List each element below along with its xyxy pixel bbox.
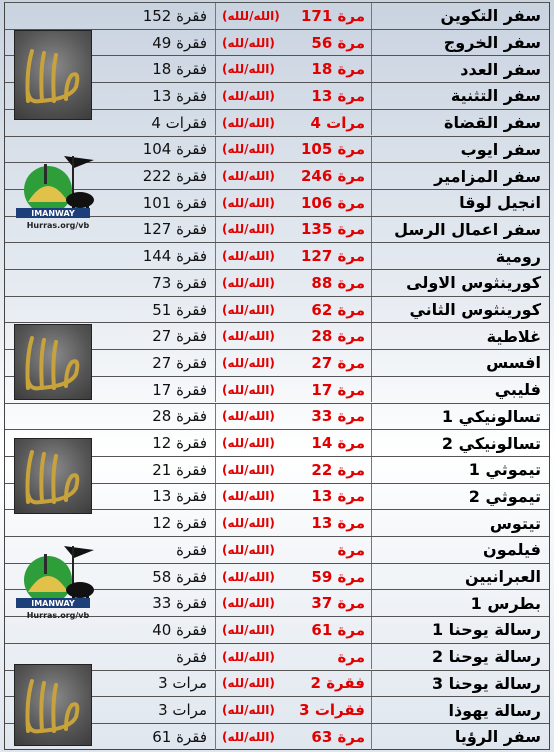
occurrence-count: 246 مرة [300, 167, 365, 186]
book-name-cell: رسالة يوحنا 2 [431, 647, 541, 667]
book-name-cell: تيموثي 2 [468, 486, 541, 506]
allah-label: (الله/لله) [222, 542, 275, 557]
allah-label: (الله/لله) [222, 169, 275, 184]
calligraphy-icon [18, 671, 88, 739]
verse-count-cell: 127 فقرة [142, 220, 207, 239]
verse-count-cell: 222 فقرة [142, 167, 207, 186]
svg-text:IMANWAY: IMANWAY [31, 599, 75, 608]
occurrence-count: 61 مرة [311, 620, 365, 639]
verse-count-cell: 3 مرات [158, 674, 207, 693]
allah-label: (الله/للله) [222, 8, 280, 23]
allah-label: (الله/لله) [222, 382, 275, 397]
verse-count-cell: 27 فقرة [152, 327, 207, 346]
calligraphy-logo [14, 438, 92, 514]
book-name-cell: سفر ايوب [460, 139, 541, 159]
occurrence-count: 28 مرة [311, 327, 365, 346]
book-name-cell: تيتوس [489, 513, 541, 533]
allah-label: (الله/لله) [222, 355, 275, 370]
book-name-cell: انجيل لوقا [459, 193, 541, 213]
verse-count-cell: 12 فقرة [152, 434, 207, 453]
verse-count-cell: 18 فقرة [152, 60, 207, 79]
allah-label: (الله/لله) [222, 649, 275, 664]
table-row [5, 2, 549, 29]
imanway-logo [14, 150, 102, 232]
book-name-cell: سفر التكوين [440, 6, 541, 26]
book-name-cell: سفر المزامير [434, 166, 541, 186]
allah-label: (الله/لله) [222, 596, 275, 611]
occurrence-cell [215, 644, 372, 670]
verse-count-cell: 21 فقرة [152, 460, 207, 479]
occurrence-cell [215, 617, 372, 643]
occurrence-count: 106 مرة [300, 193, 365, 212]
book-name-cell: تسالونيكي 1 [441, 406, 541, 426]
verse-count-cell: 4 فقرات [151, 113, 207, 132]
occurrence-cell [215, 537, 372, 563]
occurrence-count: 4 مرات [310, 113, 365, 132]
book-name-cell: كورينثوس الاولى [406, 273, 541, 293]
allah-label: (الله/لله) [222, 249, 275, 264]
occurrence-cell [215, 270, 372, 296]
mosque-rider-icon [14, 150, 102, 232]
allah-label: (الله/لله) [222, 275, 275, 290]
occurrence-cell [215, 190, 372, 216]
verse-count-cell: فقرة [176, 647, 207, 666]
verse-count-cell: 17 فقرة [152, 380, 207, 399]
occurrence-count: 27 مرة [311, 353, 365, 372]
verse-count-cell: 40 فقرة [152, 620, 207, 639]
occurrence-cell [215, 110, 372, 136]
occurrence-cell [215, 671, 372, 697]
verse-count-cell: 51 فقرة [152, 300, 207, 319]
book-name-cell: كورينثوس الثاني [409, 300, 541, 320]
verse-count-cell: 104 فقرة [142, 140, 207, 159]
allah-label: (الله/لله) [222, 62, 275, 77]
book-name-cell: افسس [486, 353, 541, 373]
verse-count-cell: فقرة [176, 540, 207, 559]
allah-label: (الله/لله) [222, 676, 275, 691]
book-name-cell: سفر القضاة [444, 113, 541, 133]
occurrence-cell [215, 457, 372, 483]
table-row [5, 403, 549, 430]
occurrence-count: 135 مرة [300, 220, 365, 239]
occurrence-count: 88 مرة [311, 273, 365, 292]
verse-count-cell: 152 فقرة [142, 6, 207, 25]
mosque-rider-icon [14, 540, 102, 622]
allah-label: (الله/لله) [222, 729, 275, 744]
verse-count-cell: 49 فقرة [152, 33, 207, 52]
calligraphy-logo [14, 664, 92, 746]
occurrence-count: 63 مرة [311, 727, 365, 746]
book-name-cell: بطرس 1 [470, 593, 541, 613]
allah-label: (الله/لله) [222, 115, 275, 130]
allah-label: (الله/لله) [222, 436, 275, 451]
occurrence-count: 14 مرة [311, 434, 365, 453]
verse-count-cell: 61 فقرة [152, 727, 207, 746]
occurrence-count: 22 مرة [311, 460, 365, 479]
calligraphy-icon [18, 41, 88, 109]
occurrence-cell [215, 404, 372, 430]
occurrence-count: 127 مرة [300, 247, 365, 266]
verse-count-cell: 73 فقرة [152, 273, 207, 292]
occurrence-cell [215, 377, 372, 403]
occurrence-count: 37 مرة [311, 594, 365, 613]
occurrence-cell [215, 510, 372, 536]
svg-text:IMANWAY: IMANWAY [31, 209, 75, 218]
occurrence-cell [215, 590, 372, 616]
verse-count-cell: 3 مرات [158, 701, 207, 720]
occurrence-cell [215, 243, 372, 269]
occurrence-count: 62 مرة [311, 300, 365, 319]
verse-count-cell: 28 فقرة [152, 407, 207, 426]
calligraphy-icon [18, 442, 88, 510]
occurrence-cell [215, 484, 372, 510]
occurrence-count: 18 مرة [311, 60, 365, 79]
occurrence-count: مرة [337, 540, 365, 559]
occurrence-cell [215, 323, 372, 349]
occurrence-cell [215, 697, 372, 723]
occurrence-cell [215, 217, 372, 243]
allah-label: (الله/لله) [222, 409, 275, 424]
book-name-cell: فيلمون [483, 540, 541, 560]
occurrence-count: مرة [337, 647, 365, 666]
allah-label: (الله/لله) [222, 569, 275, 584]
table-row [5, 296, 549, 323]
occurrence-cell [215, 564, 372, 590]
book-name-cell: سفر التثنية [450, 86, 541, 106]
occurrence-cell [215, 350, 372, 376]
occurrence-cell [215, 297, 372, 323]
calligraphy-logo [14, 324, 92, 400]
calligraphy-logo [14, 30, 92, 120]
book-name-cell: العبرانيين [465, 567, 541, 587]
allah-label: (الله/لله) [222, 222, 275, 237]
book-name-cell: فليبي [494, 380, 541, 400]
book-name-cell: سفر الخروج [443, 33, 541, 53]
verse-count-cell: 144 فقرة [142, 247, 207, 266]
occurrence-cell [215, 30, 372, 56]
occurrence-count: 13 مرة [311, 487, 365, 506]
book-name-cell: رومية [495, 246, 541, 266]
allah-label: (الله/لله) [222, 329, 275, 344]
imanway-logo [14, 540, 102, 622]
book-name-cell: تسالونيكي 2 [441, 433, 541, 453]
verse-count-cell: 13 فقرة [152, 487, 207, 506]
occurrence-count: 13 مرة [311, 514, 365, 533]
allah-label: (الله/لله) [222, 703, 275, 718]
allah-label: (الله/لله) [222, 142, 275, 157]
occurrence-count: 3 فقرات [299, 701, 365, 720]
book-name-cell: سفر اعمال الرسل [394, 219, 541, 239]
occurrence-cell [215, 430, 372, 456]
allah-label: (الله/لله) [222, 35, 275, 50]
occurrence-cell [215, 56, 372, 82]
occurrence-count: 17 مرة [311, 380, 365, 399]
allah-label: (الله/لله) [222, 622, 275, 637]
verse-count-cell: 27 فقرة [152, 353, 207, 372]
occurrence-count: 105 مرة [300, 140, 365, 159]
occurrence-cell [215, 137, 372, 163]
book-name-cell: رسالة يهوذا [448, 700, 541, 720]
book-name-cell: سفر العدد [460, 59, 541, 79]
svg-text:Hurras.org/vb: Hurras.org/vb [26, 221, 90, 230]
allah-label: (الله/لله) [222, 489, 275, 504]
occurrence-cell [215, 163, 372, 189]
occurrence-count: 171 مرة [300, 6, 365, 25]
occurrence-count: 2 فقرة [310, 674, 365, 693]
occurrence-cell [215, 83, 372, 109]
occurrence-count: 13 مرة [311, 86, 365, 105]
allah-label: (الله/لله) [222, 462, 275, 477]
calligraphy-icon [18, 328, 88, 396]
book-name-cell: رسالة يوحنا 1 [431, 620, 541, 640]
table-row [5, 242, 549, 269]
verse-count-cell: 33 فقرة [152, 594, 207, 613]
table-row [5, 269, 549, 296]
svg-text:Hurras.org/vb: Hurras.org/vb [26, 611, 90, 620]
verse-count-cell: 13 فقرة [152, 86, 207, 105]
book-name-cell: رسالة يوحنا 3 [431, 673, 541, 693]
verse-count-cell: 12 فقرة [152, 514, 207, 533]
allah-label: (الله/لله) [222, 88, 275, 103]
book-name-cell: سفر الرؤيا [454, 727, 541, 747]
verse-count-cell: 58 فقرة [152, 567, 207, 586]
book-name-cell: غلاطية [486, 326, 541, 346]
occurrence-cell [215, 3, 372, 29]
book-name-cell: تيموثي 1 [468, 460, 541, 480]
allah-label: (الله/لله) [222, 302, 275, 317]
verse-count-cell: 101 فقرة [142, 193, 207, 212]
occurrence-count: 59 مرة [311, 567, 365, 586]
allah-label: (الله/لله) [222, 195, 275, 210]
allah-label: (الله/لله) [222, 516, 275, 531]
occurrence-count: 56 مرة [311, 33, 365, 52]
occurrence-count: 33 مرة [311, 407, 365, 426]
occurrence-cell [215, 724, 372, 750]
